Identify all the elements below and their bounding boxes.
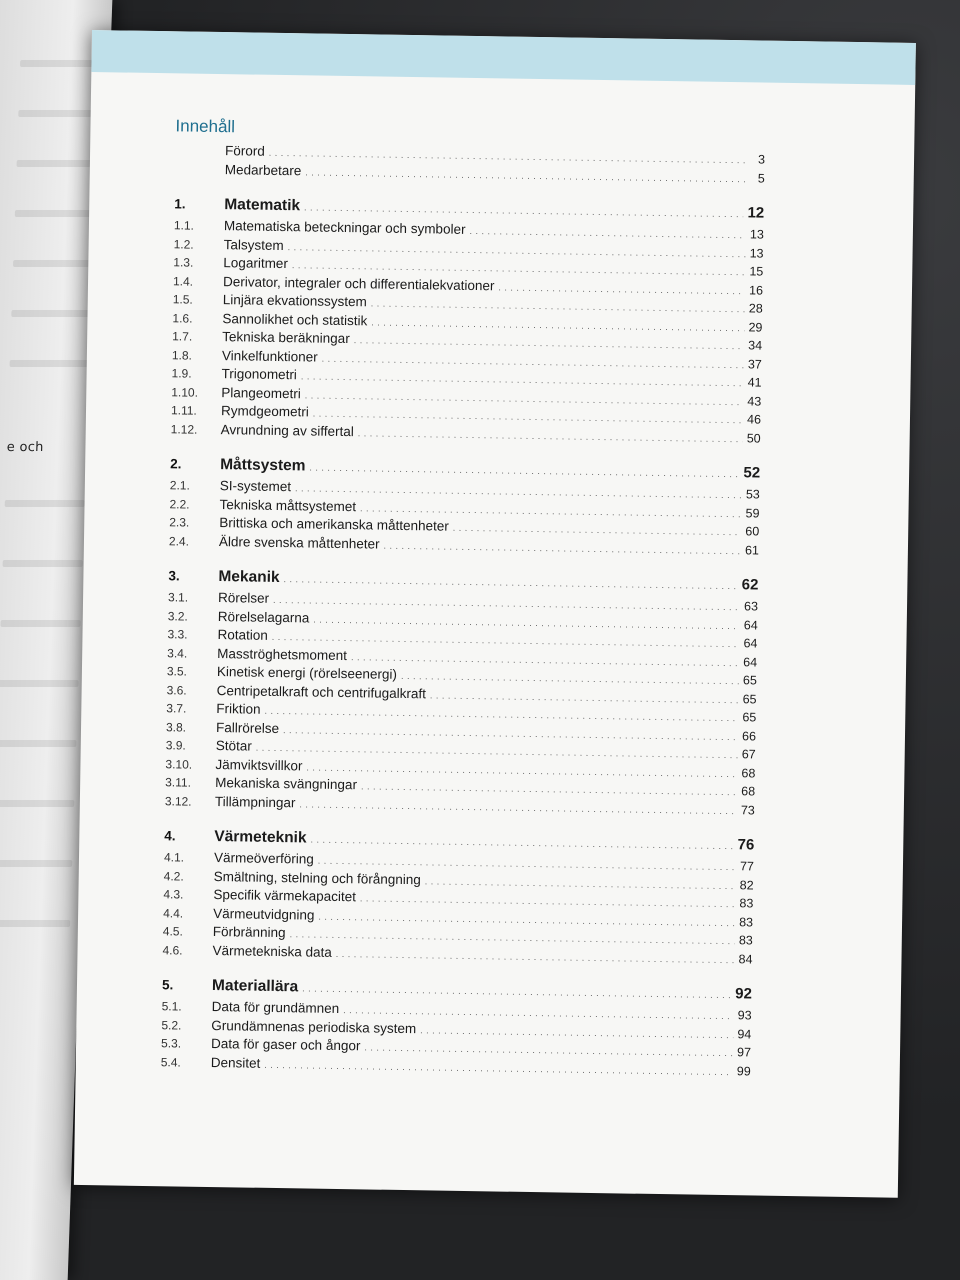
entry-number: 2.2. bbox=[169, 496, 190, 512]
dot-leader bbox=[299, 799, 737, 816]
entry-number: 4.4. bbox=[163, 905, 184, 921]
toc-intro bbox=[175, 142, 766, 188]
entry-number: 5.1. bbox=[161, 999, 182, 1014]
entry-number: 1.1. bbox=[173, 218, 195, 233]
entry-label: Tekniska måttsystemet bbox=[219, 496, 357, 514]
entry-label: Mekanik bbox=[218, 568, 280, 587]
entry-label: Brittiska och amerikanska måttenheter bbox=[219, 515, 449, 534]
entry-label: SI-systemet bbox=[219, 478, 292, 495]
dot-leader bbox=[264, 1059, 733, 1076]
entry-number: 4. bbox=[164, 828, 176, 844]
entry-number: 3.11. bbox=[165, 775, 192, 790]
entry-page-number: 77 bbox=[739, 859, 755, 874]
entry-label: Smältning, stelning och förångning bbox=[213, 868, 421, 887]
entry-number: 3.8. bbox=[165, 719, 187, 735]
faded-text-line bbox=[10, 360, 90, 367]
dot-leader bbox=[351, 652, 739, 668]
entry-page-number: 16 bbox=[748, 282, 764, 298]
dot-leader bbox=[453, 523, 742, 538]
entry-label: Densitet bbox=[210, 1054, 261, 1071]
dot-leader bbox=[401, 671, 739, 686]
dot-leader bbox=[295, 483, 742, 500]
entry-page-number: 94 bbox=[737, 1026, 752, 1041]
toc-chapter bbox=[169, 455, 760, 560]
left-page-text: e och bbox=[6, 440, 44, 455]
faded-text-line bbox=[0, 860, 72, 867]
entry-label: Rymdgeometri bbox=[220, 403, 309, 420]
entry-page-number: 76 bbox=[737, 836, 755, 854]
entry-number: 1.7. bbox=[172, 329, 193, 344]
entry-number: 1.6. bbox=[172, 310, 193, 326]
entry-page-number: 13 bbox=[749, 227, 764, 242]
toc-chapter bbox=[162, 827, 754, 969]
entry-number: 3.6. bbox=[166, 682, 187, 698]
entry-number: 3. bbox=[168, 568, 180, 584]
entry-page-number: 5 bbox=[757, 170, 765, 186]
entry-label: Matematik bbox=[224, 196, 301, 215]
faded-text-line bbox=[3, 560, 83, 567]
entry-label: Värmeteknik bbox=[214, 828, 307, 847]
faded-text-line bbox=[0, 740, 77, 747]
entry-label: Vinkelfunktioner bbox=[221, 347, 318, 365]
faded-text-line bbox=[0, 920, 70, 927]
entry-label: Mekaniska svängningar bbox=[215, 775, 358, 793]
entry-label: Grundämnenas periodiska system bbox=[211, 1017, 417, 1036]
entry-page-number: 83 bbox=[739, 914, 754, 929]
entry-page-number: 99 bbox=[736, 1063, 751, 1078]
entry-number: 3.3. bbox=[167, 627, 188, 642]
entry-label: Äldre svenska måttenheter bbox=[218, 533, 380, 552]
dot-leader bbox=[498, 282, 745, 296]
dot-leader bbox=[360, 503, 742, 519]
entry-page-number: 46 bbox=[746, 412, 762, 427]
entry-label: Avrundning av siffertal bbox=[220, 421, 354, 439]
entry-number: 4.2. bbox=[163, 868, 184, 884]
entry-page-number: 62 bbox=[741, 576, 759, 594]
entry-label: Rotation bbox=[217, 627, 268, 643]
entry-page-number: 83 bbox=[739, 896, 754, 911]
dot-leader bbox=[364, 1042, 733, 1058]
entry-number: 1.11. bbox=[170, 403, 197, 418]
entry-number: 1.5. bbox=[172, 292, 193, 307]
entry-label: Förord bbox=[225, 143, 266, 159]
dot-leader bbox=[318, 911, 735, 928]
entry-page-number: 65 bbox=[742, 673, 757, 688]
faded-text-line bbox=[0, 620, 80, 627]
entry-page-number: 84 bbox=[738, 951, 753, 966]
entry-page-number: 83 bbox=[738, 933, 753, 948]
entry-page-number: 15 bbox=[749, 264, 764, 279]
entry-page-number: 68 bbox=[741, 784, 756, 799]
entry-label: Data för grundämnen bbox=[211, 999, 340, 1017]
toc-content bbox=[161, 116, 766, 1081]
entry-label: Plangeometri bbox=[221, 384, 301, 401]
entry-number: 4.5. bbox=[162, 924, 183, 939]
entry-page-number: 67 bbox=[741, 747, 756, 762]
entry-number: 1.8. bbox=[171, 347, 193, 363]
dot-leader bbox=[360, 893, 736, 909]
entry-number: 1.4. bbox=[172, 273, 194, 289]
entry-page-number: 92 bbox=[735, 985, 753, 1003]
entry-page-number: 29 bbox=[748, 319, 763, 335]
entry-number: 5.3. bbox=[160, 1036, 182, 1051]
entry-page-number: 65 bbox=[742, 691, 757, 707]
entry-number: 3.4. bbox=[167, 645, 188, 661]
entry-page-number: 28 bbox=[748, 301, 763, 316]
entry-number: 3.2. bbox=[167, 608, 188, 624]
entry-label: Rörelser bbox=[217, 590, 270, 606]
entry-number: 3.7. bbox=[166, 701, 187, 716]
faded-text-line bbox=[0, 800, 74, 807]
dot-leader bbox=[301, 371, 744, 388]
entry-page-number: 97 bbox=[737, 1045, 752, 1060]
dot-leader bbox=[313, 409, 743, 426]
entry-label: Värmetekniska data bbox=[212, 942, 332, 960]
toc-chapter bbox=[165, 567, 759, 820]
entry-page-number: 63 bbox=[744, 599, 759, 614]
entry-page-number: 37 bbox=[747, 356, 762, 372]
entry-number: 1.12. bbox=[170, 421, 198, 437]
dot-leader bbox=[354, 335, 745, 351]
entry-number: 1.3. bbox=[173, 255, 194, 270]
entry-label: Sannolikhet och statistik bbox=[222, 310, 368, 328]
dot-leader bbox=[469, 226, 746, 240]
dot-leader bbox=[283, 725, 738, 742]
entry-page-number: 43 bbox=[747, 393, 762, 409]
entry-page-number: 59 bbox=[745, 505, 760, 521]
page-title: Innehåll bbox=[175, 116, 236, 137]
entry-label: Förbränning bbox=[212, 924, 286, 941]
entry-page-number: 12 bbox=[747, 204, 765, 222]
dot-leader bbox=[302, 983, 731, 1000]
faded-text-line bbox=[17, 160, 97, 167]
entry-label: Data för gaser och ångor bbox=[210, 1035, 361, 1054]
entry-page-number: 65 bbox=[742, 710, 757, 725]
toc-page bbox=[74, 30, 916, 1198]
entry-label: Rörelselagarna bbox=[217, 608, 310, 625]
entry-page-number: 53 bbox=[745, 487, 760, 502]
dot-leader bbox=[425, 876, 736, 891]
dot-leader bbox=[371, 317, 744, 333]
entry-label: Jämviktsvillkor bbox=[215, 756, 303, 773]
entry-number: 3.10. bbox=[165, 756, 193, 772]
entry-number: 1.2. bbox=[173, 236, 194, 252]
entry-number: 4.3. bbox=[163, 887, 184, 902]
dot-leader bbox=[361, 781, 737, 797]
entry-label: Tillämpningar bbox=[214, 793, 296, 810]
entry-label: Derivator, integraler och differentialekvationer bbox=[222, 273, 495, 293]
entry-page-number: 66 bbox=[741, 728, 757, 744]
entry-number: 1. bbox=[174, 196, 186, 212]
entry-page-number: 50 bbox=[746, 430, 761, 446]
toc-chapter bbox=[161, 976, 752, 1081]
entry-label: Materiallära bbox=[211, 977, 299, 996]
faded-text-line bbox=[11, 310, 91, 317]
entry-label: Fallrörelse bbox=[215, 719, 280, 736]
dot-leader bbox=[310, 835, 733, 852]
entry-page-number: 64 bbox=[743, 654, 758, 670]
entry-number: 2.4. bbox=[168, 533, 190, 549]
entry-label: Värmeöverföring bbox=[213, 850, 314, 867]
dot-leader bbox=[283, 574, 737, 591]
entry-label: Specifik värmekapacitet bbox=[213, 887, 357, 905]
dot-leader bbox=[305, 167, 747, 184]
entry-page-number: 13 bbox=[749, 245, 764, 261]
entry-label: Talsystem bbox=[223, 236, 284, 253]
faded-text-line bbox=[20, 60, 100, 67]
dot-leader bbox=[336, 948, 735, 964]
entry-page-number: 93 bbox=[737, 1008, 752, 1023]
dot-leader bbox=[290, 929, 735, 946]
entry-page-number: 73 bbox=[740, 802, 755, 818]
toc-chapters bbox=[161, 195, 765, 1081]
entry-number: 2. bbox=[170, 456, 182, 472]
dot-leader bbox=[305, 390, 744, 407]
entry-number: 3.12. bbox=[164, 793, 192, 809]
entry-number: 1.9. bbox=[171, 366, 192, 381]
entry-page-number: 3 bbox=[757, 152, 766, 167]
entry-page-number: 64 bbox=[743, 636, 758, 651]
entry-page-number: 41 bbox=[747, 375, 762, 390]
entry-page-number: 60 bbox=[745, 524, 760, 539]
entry-label: Centripetalkraft och centrifugalkraft bbox=[216, 682, 427, 701]
entry-page-number: 64 bbox=[743, 617, 758, 633]
entry-label: Värmeutvidgning bbox=[213, 905, 315, 923]
dot-leader bbox=[383, 540, 741, 556]
entry-number: 1.10. bbox=[171, 384, 199, 400]
entry-page-number: 52 bbox=[743, 464, 761, 482]
entry-number: 4.1. bbox=[163, 850, 185, 865]
faded-text-line bbox=[15, 210, 95, 217]
faded-text-line bbox=[18, 110, 98, 117]
entry-number: 2.1. bbox=[169, 478, 190, 493]
dot-leader bbox=[420, 1025, 733, 1040]
entry-number: 5. bbox=[161, 977, 174, 993]
entry-number: 5.4. bbox=[160, 1054, 181, 1070]
dot-leader bbox=[309, 462, 739, 479]
entry-number: 5.2. bbox=[161, 1017, 182, 1033]
entry-page-number: 34 bbox=[748, 338, 763, 353]
entry-label: Matematiska beteckningar och symboler bbox=[223, 218, 466, 237]
dot-leader bbox=[304, 202, 744, 219]
dot-leader bbox=[318, 856, 736, 873]
toc-chapter bbox=[171, 195, 765, 448]
faded-text-line bbox=[5, 500, 85, 507]
entry-label: Friktion bbox=[216, 701, 261, 717]
entry-label: Måttsystem bbox=[220, 456, 306, 475]
entry-label: Logaritmer bbox=[223, 255, 289, 272]
dot-leader bbox=[313, 614, 740, 631]
entry-page-number: 82 bbox=[739, 877, 754, 892]
entry-label: Masströghetsmoment bbox=[217, 645, 348, 663]
entry-label: Trigonometri bbox=[221, 366, 298, 383]
faded-text-line bbox=[0, 680, 79, 687]
dot-leader bbox=[343, 1005, 734, 1021]
faded-text-line bbox=[13, 260, 93, 267]
entry-label: Linjära ekvationssystem bbox=[222, 292, 367, 310]
entry-number: 3.9. bbox=[165, 738, 186, 753]
entry-number: 4.6. bbox=[162, 942, 183, 958]
dot-leader bbox=[371, 298, 745, 314]
entry-label: Medarbetare bbox=[224, 161, 302, 178]
dot-leader bbox=[306, 762, 737, 779]
dot-leader bbox=[358, 428, 743, 444]
dot-leader bbox=[322, 353, 744, 370]
entry-number: 2.3. bbox=[169, 515, 190, 530]
entry-label: Tekniska beräkningar bbox=[222, 329, 350, 347]
dot-leader bbox=[430, 690, 739, 705]
entry-page-number: 68 bbox=[741, 765, 756, 781]
entry-label: Kinetisk energi (rörelseenergi) bbox=[216, 664, 398, 682]
dot-leader bbox=[292, 260, 746, 277]
entry-label: Stötar bbox=[215, 738, 252, 754]
entry-number: 3.1. bbox=[167, 590, 189, 605]
entry-number: 3.5. bbox=[166, 664, 188, 679]
entry-page-number: 61 bbox=[744, 542, 760, 558]
